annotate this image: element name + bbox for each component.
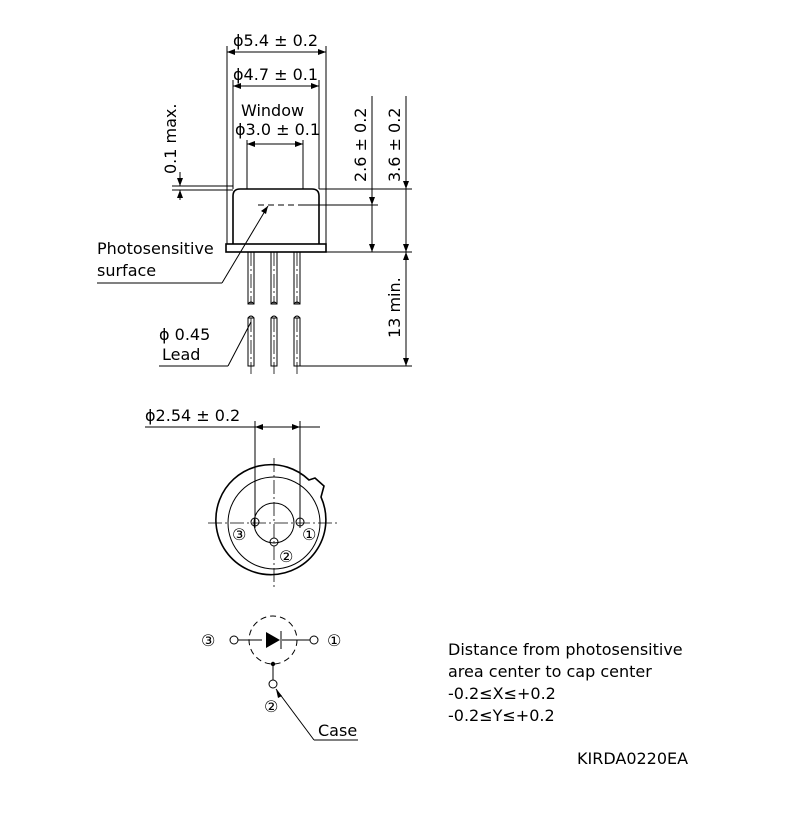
case-label: Case [318, 721, 358, 740]
bottom-pin-3-label: ③ [232, 525, 247, 544]
schematic-pin-1 [310, 636, 318, 644]
leads-lower [248, 318, 300, 374]
note-line-3: -0.2≤X≤+0.2 [448, 684, 556, 703]
leads-upper [248, 252, 300, 304]
photosensitive-label-2: surface [97, 261, 157, 280]
dim-height-total-label: 3.6 ± 0.2 [385, 107, 404, 182]
dim-cap-top [161, 104, 233, 200]
bottom-pin-1-label: ① [302, 525, 317, 544]
note-line-1: Distance from photosensitive [448, 640, 683, 659]
dim-cap-inner-label: ϕ4.7 ± 0.1 [233, 65, 319, 84]
schematic-pin-2-label: ② [264, 697, 279, 716]
dim-window-label: ϕ3.0 ± 0.1 [235, 120, 321, 139]
lead-callout [159, 322, 251, 366]
notes [448, 640, 683, 725]
dim-pin-spacing-label: ϕ2.54 ± 0.2 [145, 406, 241, 425]
bottom-outer-ring [216, 465, 326, 575]
photosensitive-label-1: Photosensitive [97, 239, 214, 258]
schematic-pin-3 [230, 636, 238, 644]
lead-label: Lead [162, 345, 201, 364]
cap-body [233, 189, 319, 244]
note-line-4: -0.2≤Y≤+0.2 [448, 706, 555, 725]
schematic-pin-1-label: ① [327, 631, 342, 650]
lead-dia-label: ϕ 0.45 [159, 325, 211, 344]
schematic-pin-3-label: ③ [201, 631, 216, 650]
note-line-2: area center to cap center [448, 662, 652, 681]
dim-cap-top-label: 0.1 max. [161, 103, 180, 174]
bottom-pin-2-label: ② [279, 547, 294, 566]
dim-height-surface-label: 2.6 ± 0.2 [351, 107, 370, 182]
schematic-pin-2 [269, 680, 277, 688]
dim-window [235, 101, 320, 189]
schematic [201, 616, 358, 740]
window-label: Window [241, 101, 305, 120]
dim-lead-length-label: 13 min. [385, 277, 404, 338]
side-view [97, 31, 412, 374]
bottom-view [145, 406, 340, 588]
drawing-code: KIRDA0220EA [577, 749, 689, 768]
dim-cap-outer-label: ϕ5.4 ± 0.2 [233, 31, 319, 50]
diode-triangle [266, 632, 280, 648]
dim-pin-spacing [145, 406, 320, 528]
